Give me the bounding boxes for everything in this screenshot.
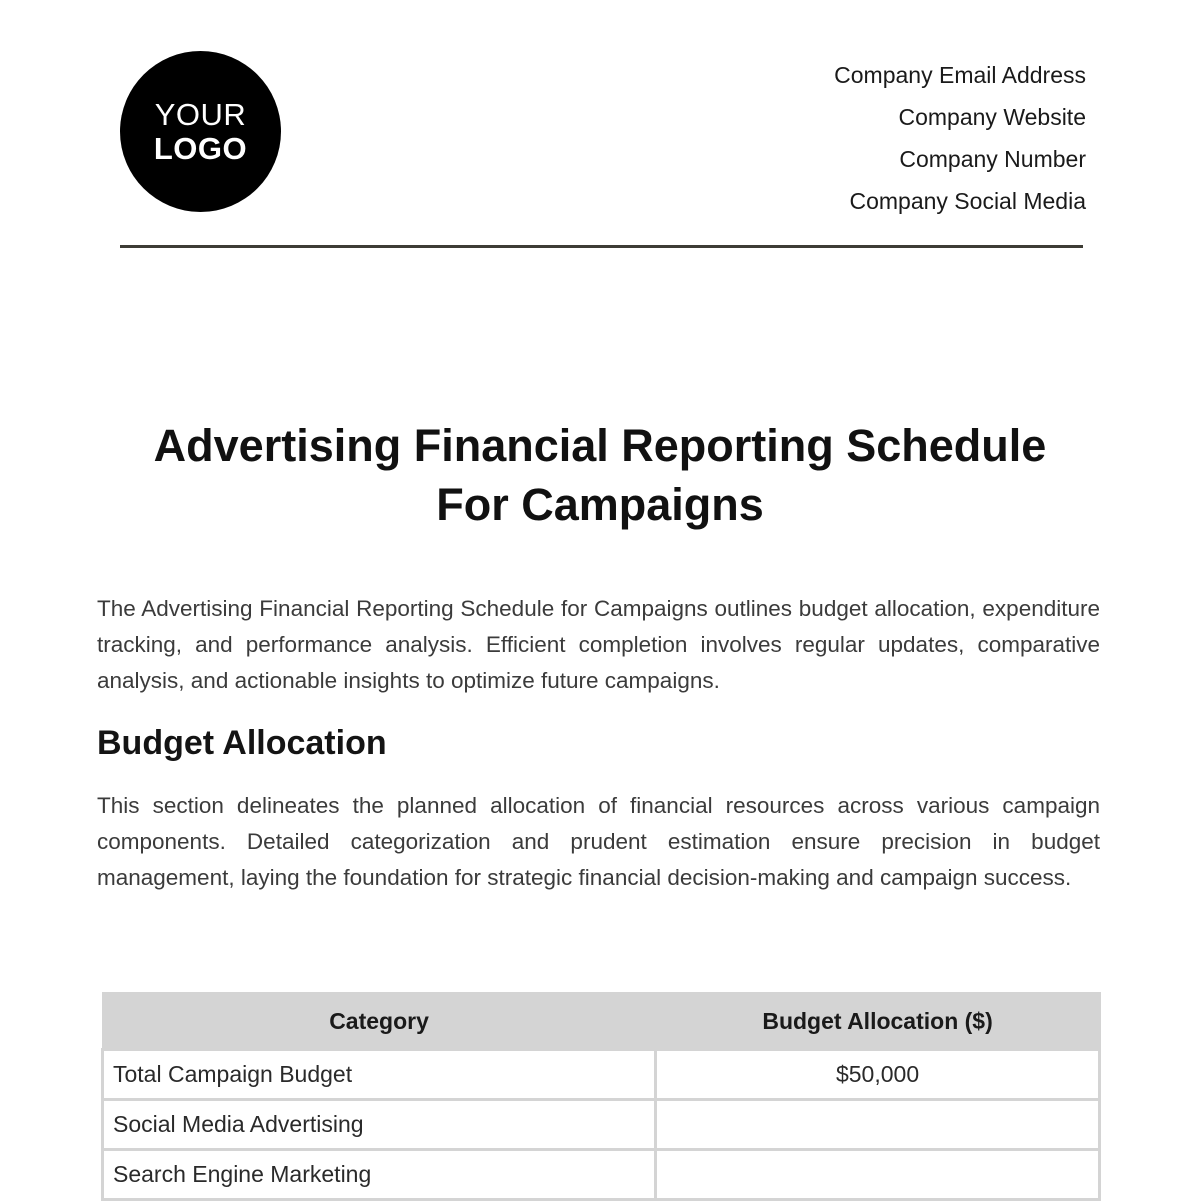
company-number: Company Number bbox=[899, 146, 1086, 172]
company-website: Company Website bbox=[898, 104, 1086, 130]
amount-cell bbox=[656, 1150, 1100, 1200]
document-title-line1: Advertising Financial Reporting Schedule bbox=[153, 420, 1047, 471]
column-header-budget-allocation: Budget Allocation ($) bbox=[656, 993, 1100, 1050]
document-title-line2: For Campaigns bbox=[436, 479, 764, 530]
column-header-category: Category bbox=[103, 993, 656, 1050]
logo-text-your: YOUR bbox=[154, 96, 247, 132]
company-email: Company Email Address bbox=[834, 62, 1086, 88]
intro-paragraph: The Advertising Financial Reporting Schedule for Campaigns outlines budget allocation, expenditure tracking, and performance analysis. Efficient completion involves regular updates, comparative analysis, and actionable insights to optimize future campaigns. bbox=[97, 596, 1100, 693]
budget-allocation-description: This section delineates the planned allocation of financial resources across various campaign components. Detailed categorization and prudent estimation ensure precision in budget management, laying the foundation for strategic financial decision-making and campaign success. bbox=[97, 793, 1100, 890]
table-row bbox=[103, 1050, 1100, 1100]
budget-allocation-table bbox=[101, 992, 1101, 1201]
table-row bbox=[103, 1150, 1100, 1200]
category-cell: Social Media Advertising bbox=[103, 1100, 656, 1150]
company-social-media: Company Social Media bbox=[849, 188, 1086, 214]
company-contact-block bbox=[834, 54, 1086, 222]
document-title bbox=[60, 416, 1140, 534]
budget-allocation-heading: Budget Allocation bbox=[97, 724, 387, 762]
amount-cell: $50,000 bbox=[656, 1050, 1100, 1100]
header-divider bbox=[120, 245, 1083, 248]
logo-text-logo: LOGO bbox=[153, 130, 248, 166]
table-header-row bbox=[103, 993, 1100, 1050]
amount-cell bbox=[656, 1100, 1100, 1150]
table-row bbox=[103, 1100, 1100, 1150]
category-cell: Total Campaign Budget bbox=[103, 1050, 656, 1100]
category-cell: Search Engine Marketing bbox=[103, 1150, 656, 1200]
company-logo bbox=[120, 51, 281, 212]
